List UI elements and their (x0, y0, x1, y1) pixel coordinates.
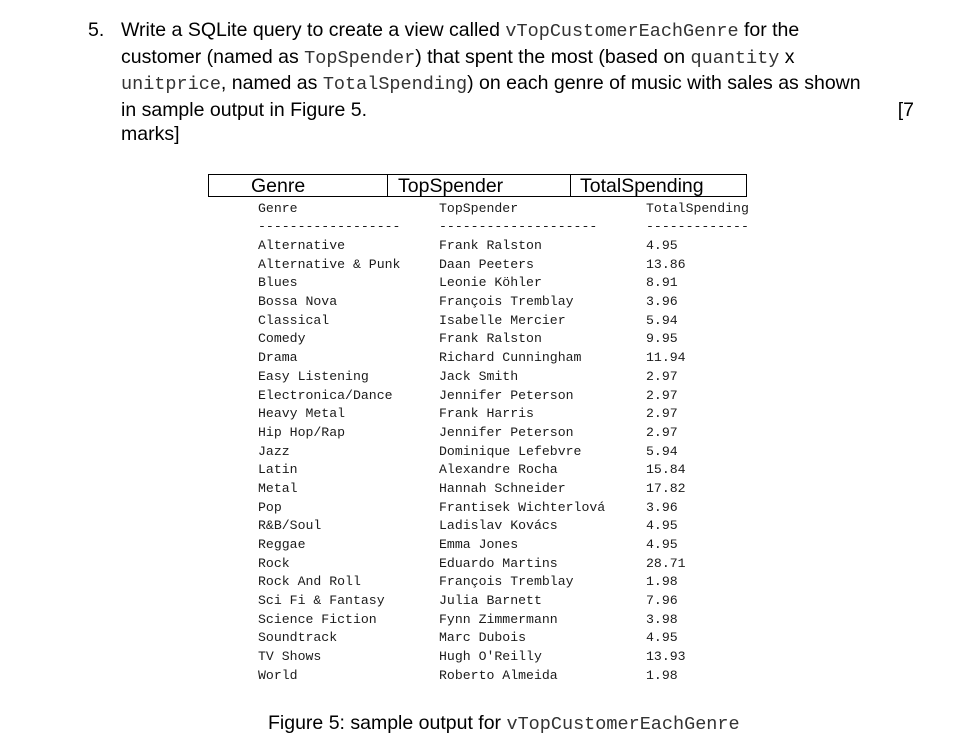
sample-output (258, 200, 766, 686)
output-row (258, 312, 766, 331)
genre-cell: Reggae (258, 537, 306, 552)
total-spending-cell: 28.71 (646, 555, 686, 571)
top-spender-cell: Leonie Köhler (439, 275, 542, 291)
genre-cell: Comedy (258, 331, 306, 347)
top-spender-cell: Dominique Lefebvre (439, 443, 582, 459)
output-header-genre: Genre (258, 201, 298, 216)
header-genre: Genre (209, 175, 388, 197)
top-spender-cell: Jennifer Peterson (439, 387, 574, 403)
output-header-row (258, 200, 766, 217)
genre-cell: Easy Listening (258, 368, 369, 384)
unitprice-code: unitprice (121, 74, 221, 95)
question-text-segment: , named as (220, 72, 323, 94)
genre-cell: Rock And Roll (258, 574, 361, 590)
output-row (258, 274, 766, 293)
genre-cell: Pop (258, 499, 282, 515)
question-text-segment: ) on each genre of music with sales as shown (467, 72, 861, 94)
genre-cell: Classical (258, 312, 330, 328)
question-text-segment: x (779, 45, 795, 68)
output-row (258, 237, 766, 256)
output-row (258, 611, 766, 630)
header-top-spender: TopSpender (388, 175, 571, 197)
top-spender-cell: Eduardo Martins (439, 555, 558, 571)
output-row (258, 330, 766, 349)
genre-cell: R&B/Soul (258, 518, 322, 534)
question-number: 5. (88, 19, 105, 41)
output-row (258, 667, 766, 686)
top-spender-cell: Daan Peeters (439, 256, 534, 272)
topspender-code: TopSpender (304, 47, 416, 69)
output-header-total: TotalSpending (646, 201, 749, 216)
total-spending-cell: 5.94 (646, 312, 678, 328)
caption-text: Figure 5: sample output for (268, 712, 507, 734)
dash-spender: -------------------- (439, 219, 598, 234)
output-row (258, 555, 766, 574)
output-row (258, 424, 766, 443)
genre-cell: Blues (258, 275, 298, 291)
output-row (258, 461, 766, 480)
output-header-spender: TopSpender (439, 201, 519, 216)
total-spending-cell: 4.95 (646, 238, 678, 253)
output-row (258, 405, 766, 424)
top-spender-cell: François Tremblay (439, 574, 574, 590)
top-spender-cell: François Tremblay (439, 294, 574, 310)
total-spending-cell: 1.98 (646, 574, 678, 590)
question-5 (88, 18, 914, 147)
total-spending-cell: 3.96 (646, 499, 678, 515)
total-spending-cell: 8.91 (646, 275, 678, 291)
total-spending-cell: 4.95 (646, 537, 678, 552)
output-row (258, 648, 766, 667)
output-row (258, 368, 766, 387)
genre-cell: Alternative & Punk (258, 256, 401, 272)
column-header-box (208, 174, 747, 197)
question-line-2 (121, 45, 914, 72)
genre-cell: Soundtrack (258, 630, 338, 646)
total-spending-cell: 5.94 (646, 443, 678, 459)
output-row (258, 573, 766, 592)
top-spender-cell: Ladislav Kovács (439, 518, 558, 534)
output-row (258, 256, 766, 275)
top-spender-cell: Frank Harris (439, 406, 534, 422)
total-spending-cell: 13.86 (646, 256, 686, 272)
quantity-code: quantity (690, 47, 780, 69)
question-text-segment: customer (named as (121, 45, 305, 68)
top-spender-cell: Jack Smith (439, 368, 519, 384)
view-name-code: vTopCustomerEachGenre (505, 21, 739, 42)
output-row (258, 592, 766, 611)
total-spending-cell: 2.97 (646, 387, 678, 403)
output-row (258, 480, 766, 499)
genre-cell: Jazz (258, 443, 290, 459)
top-spender-cell: Julia Barnett (439, 593, 542, 609)
total-spending-cell: 3.98 (646, 611, 678, 627)
output-row (258, 629, 766, 648)
question-text-segment: Write a SQLite query to create a view called (121, 19, 506, 41)
question-text-segment: for the (738, 19, 800, 41)
total-spending-cell: 2.97 (646, 406, 678, 422)
top-spender-cell: Frank Ralston (439, 331, 542, 347)
genre-cell: Heavy Metal (258, 406, 346, 422)
output-rows (258, 237, 766, 686)
output-row (258, 293, 766, 312)
question-text-segment: ) that spent the most (based on (415, 45, 691, 68)
total-spending-cell: 17.82 (646, 480, 686, 496)
genre-cell: Latin (258, 462, 298, 478)
genre-cell: Metal (258, 480, 298, 496)
output-row (258, 517, 766, 536)
output-row (258, 536, 766, 555)
genre-cell: World (258, 667, 298, 683)
total-spending-cell: 2.97 (646, 368, 678, 384)
top-spender-cell: Frank Ralston (439, 238, 542, 253)
total-spending-cell: 4.95 (646, 630, 678, 646)
total-spending-cell: 3.96 (646, 294, 678, 310)
top-spender-cell: Hugh O'Reilly (439, 649, 542, 665)
question-line-1 (121, 18, 914, 45)
header-total-spending: TotalSpending (580, 175, 704, 197)
marks-open: [7 (897, 98, 914, 121)
top-spender-cell: Isabelle Mercier (439, 312, 566, 328)
genre-cell: Electronica/Dance (258, 387, 393, 403)
dash-genre: ------------------ (258, 219, 401, 234)
marks-close: marks] (121, 123, 180, 145)
output-row (258, 349, 766, 368)
output-row (258, 443, 766, 462)
genre-cell: Sci Fi & Fantasy (258, 593, 385, 609)
top-spender-cell: Fynn Zimmermann (439, 611, 558, 627)
total-spending-cell: 11.94 (646, 350, 686, 366)
top-spender-cell: Richard Cunningham (439, 350, 582, 366)
top-spender-cell: Hannah Schneider (439, 480, 566, 496)
top-spender-cell: Frantisek Wichterlová (439, 499, 606, 515)
genre-cell: Drama (258, 350, 298, 366)
output-row (258, 499, 766, 518)
total-spending-cell: 13.93 (646, 649, 686, 665)
output-row (258, 387, 766, 406)
top-spender-cell: Emma Jones (439, 537, 519, 552)
top-spender-cell: Jennifer Peterson (439, 424, 574, 440)
question-line-4 (121, 98, 914, 123)
genre-cell: Science Fiction (258, 611, 377, 627)
genre-cell: Rock (258, 555, 290, 571)
caption-code: vTopCustomerEachGenre (506, 714, 740, 735)
dash-total: ------------- (646, 219, 749, 234)
top-spender-cell: Marc Dubois (439, 630, 527, 646)
figure-caption (268, 712, 740, 735)
total-spending-cell: 15.84 (646, 462, 686, 478)
total-spending-cell: 2.97 (646, 424, 678, 440)
question-line-3 (121, 71, 914, 98)
total-spending-cell: 1.98 (646, 667, 678, 683)
totalspending-code: TotalSpending (322, 74, 468, 95)
question-text (121, 18, 914, 147)
question-text-segment: in sample output in Figure 5. (121, 98, 368, 121)
genre-cell: Bossa Nova (258, 294, 338, 310)
output-dash-row (258, 217, 766, 237)
total-spending-cell: 9.95 (646, 331, 678, 347)
total-spending-cell: 7.96 (646, 593, 678, 609)
top-spender-cell: Roberto Almeida (439, 667, 558, 683)
genre-cell: Hip Hop/Rap (258, 424, 346, 440)
genre-cell: Alternative (258, 238, 346, 253)
total-spending-cell: 4.95 (646, 518, 678, 534)
top-spender-cell: Alexandre Rocha (439, 462, 558, 478)
genre-cell: TV Shows (258, 649, 322, 665)
